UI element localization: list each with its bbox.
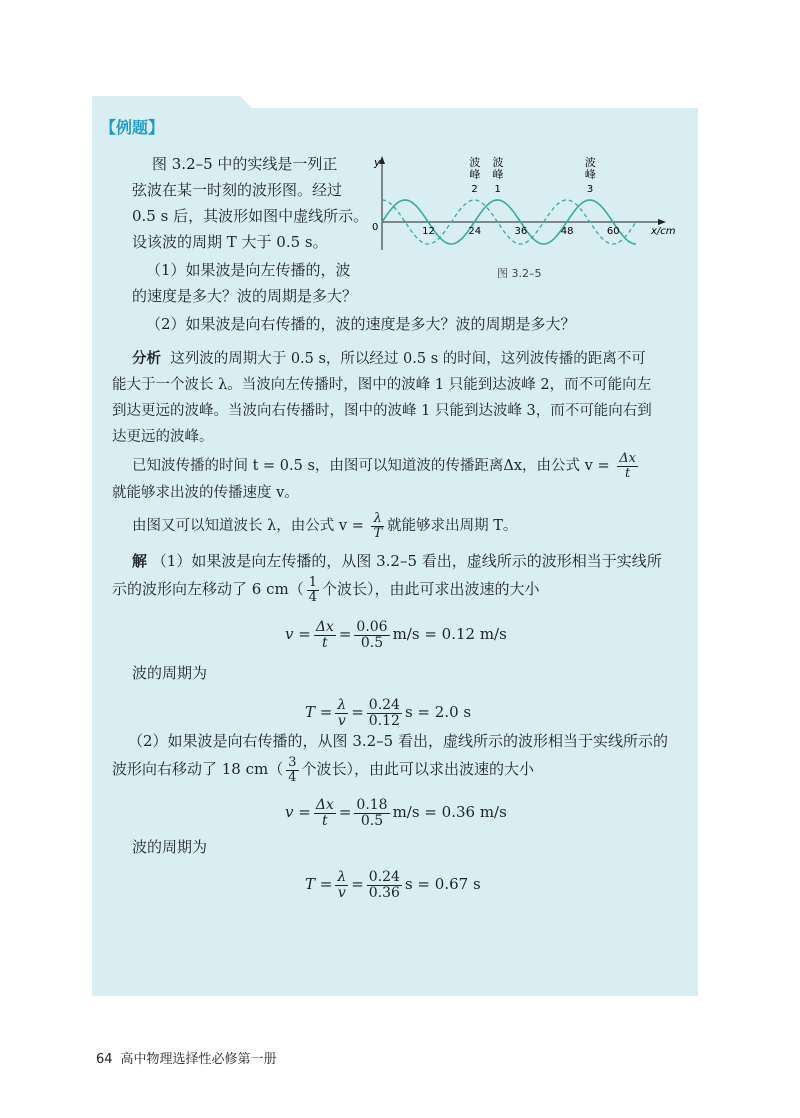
eq-rhs: s = 0.67 s bbox=[404, 875, 481, 893]
analysis-p3-a: 由图又可以知道波长 λ，由公式 v = bbox=[132, 518, 369, 535]
analysis-line-2: 能大于一个波长 λ。当波向左传播时，图中的波峰 1 只能到达波峰 2，而不可能向左 bbox=[112, 377, 652, 393]
peak-label: 波 bbox=[492, 156, 504, 169]
eq-fraction-1 bbox=[335, 698, 348, 728]
frac-den: T bbox=[373, 525, 383, 541]
eq-fraction-1 bbox=[314, 620, 336, 650]
solution-text-1: （1）如果波是向左传播的，从图 3.2–5 看出，虚线所示的波形相当于实线所 bbox=[151, 552, 662, 570]
eq-equals: = bbox=[351, 703, 364, 721]
three-quarter-fraction bbox=[286, 756, 298, 784]
solution-line-1 bbox=[132, 548, 662, 574]
analysis-p2 bbox=[132, 452, 641, 480]
frac-num: 0.18 bbox=[356, 796, 388, 813]
frac-num: 1 bbox=[308, 575, 317, 590]
peak-label: 峰 bbox=[469, 168, 481, 181]
frac-den: t bbox=[624, 465, 631, 481]
frac-num: Δx bbox=[619, 451, 636, 466]
frac-num: Δx bbox=[315, 796, 334, 813]
analysis-line-4: 达更远的波峰。 bbox=[112, 429, 214, 445]
intro-line-4: 设该波的周期 T 大于 0.5 s。 bbox=[132, 233, 328, 251]
solution-2-line-1: （2）如果波是向右传播的，从图 3.2–5 看出，虚线所示的波形相当于实线所示的 bbox=[128, 732, 668, 750]
eq-lhs: v = bbox=[285, 625, 311, 643]
frac-num: Δx bbox=[315, 618, 334, 635]
x-tick-label: 60 bbox=[606, 226, 620, 237]
eq-fraction-1 bbox=[314, 798, 336, 828]
analysis-line-3: 到达更远的波峰。当波向右传播时，图中的波峰 1 只能到达波峰 3，而不可能向右到 bbox=[112, 403, 652, 419]
origin-label: 0 bbox=[372, 222, 379, 233]
page-footer bbox=[96, 1048, 277, 1067]
eq-rhs: m/s = 0.36 m/s bbox=[392, 803, 507, 821]
peak-label: 波 bbox=[584, 156, 596, 169]
eq-fraction-1 bbox=[335, 870, 348, 900]
solution-line-2-b: 个波长），由此可求出波速的大小 bbox=[322, 580, 540, 599]
question-1-line-2: 的速度是多大？波的周期是多大？ bbox=[132, 287, 358, 305]
frac-num: λ bbox=[337, 696, 347, 713]
x-axis-arrow bbox=[658, 219, 666, 225]
solution-line-2 bbox=[112, 576, 540, 604]
peak-label: 峰 bbox=[492, 168, 504, 181]
intro-line-3: 0.5 s 后，其波形如图中虚线所示。 bbox=[132, 207, 369, 225]
eq-fraction-2 bbox=[354, 798, 389, 828]
analysis-p3-fraction bbox=[371, 512, 384, 540]
eq-rhs: s = 2.0 s bbox=[404, 703, 472, 721]
question-1-line-1: （1）如果波是向左传播的，波 bbox=[146, 261, 351, 279]
y-axis-label: y bbox=[374, 156, 381, 169]
frac-num: 0.06 bbox=[356, 618, 388, 635]
frac-num: λ bbox=[337, 868, 347, 885]
solution-line-2-a: 示的波形向左移动了 6 cm（ bbox=[112, 580, 304, 599]
eq-equals: = bbox=[338, 803, 352, 821]
x-tick-label: 12 bbox=[422, 226, 435, 237]
example-tag: 【例题】 bbox=[100, 118, 165, 137]
eq-fraction-2 bbox=[354, 620, 389, 650]
page-number: 64 bbox=[96, 1052, 113, 1067]
solution-2-line-2-a: 波形向右移动了 18 cm（ bbox=[112, 760, 284, 779]
eq-fraction-2 bbox=[367, 870, 402, 900]
frac-den: 4 bbox=[308, 589, 317, 605]
frac-den: v bbox=[337, 712, 346, 729]
analysis-lead: 分析 bbox=[132, 350, 161, 367]
eq-lhs: T = bbox=[305, 703, 333, 721]
question-2: （2）如果波是向右传播的，波的速度是多大？波的周期是多大？ bbox=[146, 315, 576, 333]
frac-num: 0.24 bbox=[368, 868, 400, 885]
analysis-p2-fraction bbox=[617, 452, 638, 480]
x-tick-label: 24 bbox=[468, 226, 482, 237]
peak-markers bbox=[469, 155, 595, 195]
frac-num: 3 bbox=[288, 755, 297, 770]
period-label-2: 波的周期为 bbox=[132, 838, 208, 856]
eq-fraction-2 bbox=[367, 698, 402, 728]
peak-number: 2 bbox=[471, 184, 478, 195]
x-axis-label: x/cm bbox=[651, 226, 676, 237]
frac-den: 4 bbox=[288, 769, 297, 785]
analysis-p3-b: 就能够求出周期 T。 bbox=[387, 518, 518, 535]
eq-equals: = bbox=[351, 875, 364, 893]
frac-den: t bbox=[322, 634, 328, 651]
frac-den: 0.5 bbox=[360, 812, 384, 829]
equation-3 bbox=[285, 790, 507, 834]
figure-caption: 图 3.2–5 bbox=[497, 267, 542, 280]
solution-2-line-2 bbox=[112, 756, 534, 784]
frac-num: λ bbox=[371, 512, 384, 527]
frac-den: 0.36 bbox=[368, 884, 400, 901]
frac-den: 0.5 bbox=[360, 634, 384, 651]
analysis-line-1 bbox=[132, 346, 646, 372]
analysis-p2-a: 已知波传播的时间 t = 0.5 s，由图可以知道波的传播距离Δx，由公式 v = bbox=[132, 458, 615, 475]
wave-figure bbox=[370, 152, 680, 260]
peak-label: 波 bbox=[469, 156, 481, 169]
frac-den: 0.12 bbox=[368, 712, 400, 729]
analysis-p2-b: 就能够求出波的传播速度 v。 bbox=[112, 485, 299, 501]
analysis-p3 bbox=[132, 512, 517, 540]
eq-lhs: v = bbox=[285, 803, 311, 821]
intro-line-2: 弦波在某一时刻的波形图。经过 bbox=[132, 181, 343, 199]
frac-den: t bbox=[322, 812, 328, 829]
equation-1 bbox=[285, 612, 507, 656]
book-title: 高中物理选择性必修第一册 bbox=[120, 1052, 277, 1067]
frac-num: 0.24 bbox=[368, 696, 400, 713]
x-ticks bbox=[422, 226, 619, 237]
x-tick-label: 36 bbox=[514, 226, 528, 237]
eq-rhs: m/s = 0.12 m/s bbox=[392, 625, 507, 643]
equation-4 bbox=[305, 862, 481, 906]
intro-line-1: 图 3.2–5 中的实线是一列正 bbox=[152, 155, 338, 173]
x-tick-label: 48 bbox=[560, 226, 574, 237]
frac-den: v bbox=[337, 884, 346, 901]
peak-label: 峰 bbox=[584, 168, 596, 181]
peak-number: 1 bbox=[494, 184, 501, 195]
period-label-1: 波的周期为 bbox=[132, 664, 208, 682]
solution-lead: 解 bbox=[132, 552, 148, 570]
analysis-text-1: 这列波的周期大于 0.5 s，所以经过 0.5 s 的时间，这列波传播的距离不可 bbox=[170, 351, 646, 367]
eq-equals: = bbox=[338, 625, 352, 643]
solution-2-line-2-b: 个波长），由此可以求出波速的大小 bbox=[301, 760, 535, 779]
eq-lhs: T = bbox=[305, 875, 333, 893]
quarter-fraction bbox=[307, 576, 319, 604]
peak-number: 3 bbox=[586, 184, 594, 195]
